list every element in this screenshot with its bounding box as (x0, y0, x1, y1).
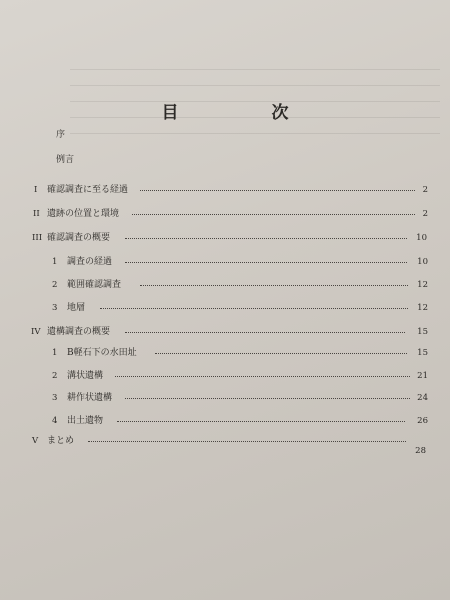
leader-dots (88, 441, 406, 442)
page-title: 目 次 (161, 103, 327, 123)
toc-entry-number: 1 (52, 257, 58, 267)
toc-entry-title: B軽石下の水田址 (67, 348, 137, 358)
toc-entry-title: 耕作状遺構 (67, 393, 113, 403)
toc-notes (0, 152, 450, 168)
toc-preface-label: 序 (56, 130, 66, 140)
toc-subentry (0, 254, 450, 270)
toc-subentry (0, 368, 450, 384)
toc-entry-page: 26 (417, 416, 428, 426)
leader-dots (125, 238, 407, 239)
toc-entry (0, 206, 450, 222)
toc-entry (0, 433, 450, 456)
toc-entry-page: 21 (417, 371, 428, 381)
toc-subentry (0, 413, 450, 429)
toc-entry-title: 遺跡の位置と環境 (47, 209, 120, 219)
toc-entry-title: 調査の経過 (67, 257, 113, 267)
toc-entry-number: V (32, 436, 39, 446)
leader-dots (125, 398, 410, 399)
toc-preface (0, 127, 450, 143)
toc-entry-title: まとめ (47, 436, 75, 446)
toc-entry-number: IV (31, 327, 41, 337)
toc-entry-title: 地層 (67, 303, 86, 313)
toc-entry-number: II (33, 209, 40, 219)
toc-entry-title: 溝状遺構 (67, 371, 104, 381)
toc-entry-page: 24 (417, 393, 428, 403)
leader-dots (100, 308, 408, 309)
toc-subentry (0, 277, 450, 293)
leader-dots (132, 214, 415, 215)
toc-entry (0, 182, 450, 198)
toc-entry-page: 10 (417, 257, 428, 267)
toc-entry (0, 230, 450, 246)
leader-dots (140, 190, 415, 191)
toc-entry-title: 確認調査に至る経過 (47, 185, 129, 195)
leader-dots (115, 376, 410, 377)
toc-subentry (0, 300, 450, 316)
toc-entry-number: I (34, 185, 38, 195)
toc-entry (0, 324, 450, 340)
leader-dots (155, 353, 407, 354)
leader-dots (125, 332, 405, 333)
toc-entry-page: 15 (417, 327, 428, 337)
toc-entry-number: 2 (52, 280, 58, 290)
toc-entry-number: III (32, 233, 43, 243)
toc-entry-page: 2 (422, 209, 428, 219)
toc-subentry (0, 390, 450, 406)
toc-entry-page: 15 (417, 348, 428, 358)
leader-dots (117, 421, 405, 422)
toc-entry-title: 範囲確認調査 (67, 280, 122, 290)
toc-entry-page: 12 (417, 280, 428, 290)
leader-dots (140, 285, 408, 286)
toc-entry-page: 10 (416, 233, 427, 243)
toc-notes-label: 例言 (56, 155, 75, 165)
toc-entry-number: 2 (52, 371, 58, 381)
toc-entry-number: 3 (52, 393, 58, 403)
toc-entry-page: 12 (417, 303, 428, 313)
toc-entry-title: 遺構調査の概要 (47, 327, 111, 337)
toc-entry-number: 1 (52, 348, 58, 358)
leader-dots (125, 262, 407, 263)
toc-entry-number: 3 (52, 303, 58, 313)
toc-entry-title: 確認調査の概要 (47, 233, 111, 243)
toc-entry-number: 4 (52, 416, 58, 426)
toc-subentry (0, 345, 450, 361)
toc-entry-title: 出土遺物 (67, 416, 104, 426)
toc-entry-page: 2 (422, 185, 428, 195)
toc-entry-page: 28 (415, 446, 426, 456)
